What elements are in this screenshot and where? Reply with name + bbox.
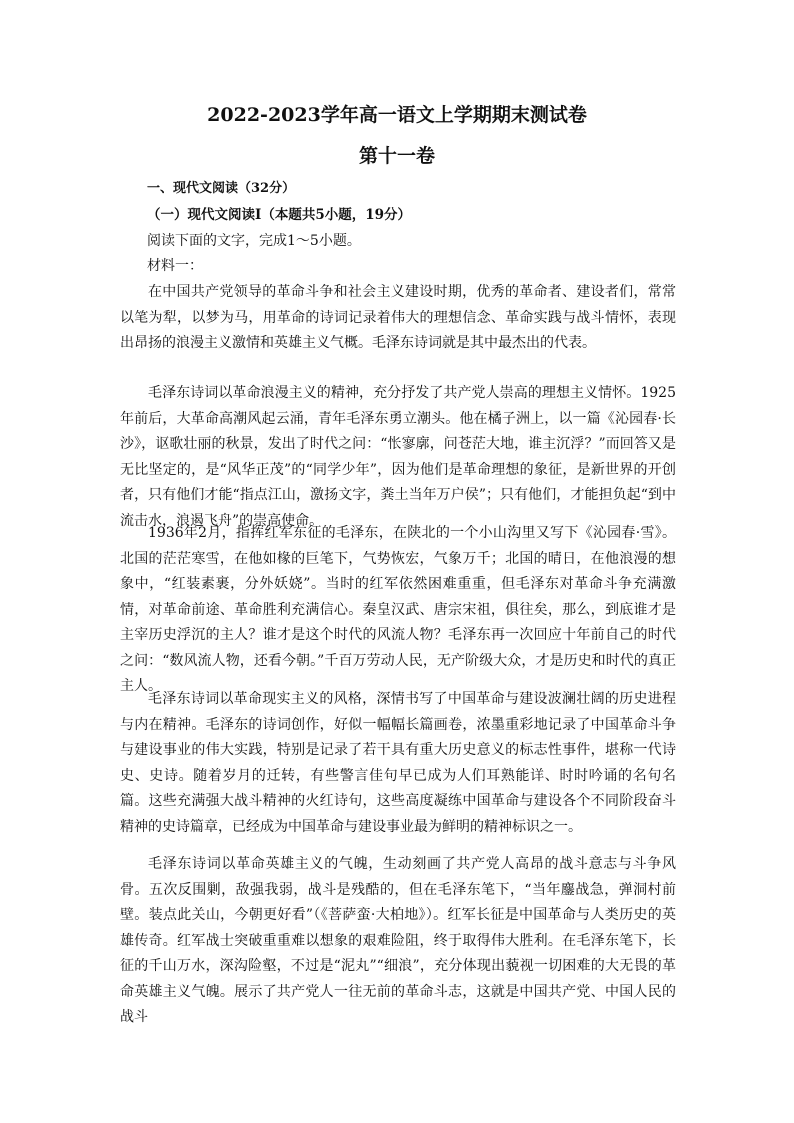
paragraph-1: 在中国共产党领导的革命斗争和社会主义建设时期，优秀的革命者、建设者们，常常以笔为犁，以梦为马，用革命的诗词记录着伟大的理想信念、革命实践与战斗情怀，表现出昂扬的浪漫主义激情和英雄主义气概。毛泽东诗词就是其中最杰出的代表。 — [120, 284, 676, 351]
reading-instruction: 阅读下面的文字，完成1～5小题。 — [147, 233, 361, 249]
paragraph-5: 毛泽东诗词以革命英雄主义的气魄，生动刻画了共产党人高昂的战斗意志与斗争风骨。五次反围剿，敌强我弱，战斗是残酷的，但在毛泽东笔下，“当年鏖战急，弹洞村前壁。装点此关山，今朝更好看”（《菩萨蛮·大柏地》）。红军长征是中国革命与人类历史的英雄传奇。红军战士突破重重难以想象的艰难险阻，终于取得伟大胜利。在毛泽东笔下，长征的千山万水，深沟险壑，不过是“泥丸”“细浪”，充分体现出藐视一切困难的大无畏的革命英雄主义气魄。展示了共产党人一往无前的革命斗志，这就是中国共产党、中国人民的战斗 — [120, 856, 676, 1025]
section-heading: 一、现代文阅读（32分） — [147, 181, 296, 196]
document-title: 2022-2023学年高一语文上学期期末测试卷 — [207, 104, 587, 126]
paragraph-3: 1936年2月，指挥红军东征的毛泽东，在陕北的一个小山沟里又写下《沁园春·雪》。北国的茫茫寒雪，在他如椽的巨笔下，气势恢宏，气象万千；北国的晴日，在他浪漫的想象中，“红装素裹，分外妖娆”。当时的红军依然困难重重，但毛泽东对革命斗争充满激情，对革命前途、革命胜利充满信心。秦皇汉武、唐宗宋祖，俱往矣，那么，到底谁才是主宰历史浮沉的主人？谁才是这个时代的风流人物？毛泽东再一次回应十年前自己的时代之问：“数风流人物，还看今朝。”千百万劳动人民，无产阶级大众，才是历史和时代的真正主人。 — [120, 525, 676, 694]
document-subtitle: 第十一卷 — [358, 145, 435, 167]
material-label: 材料一： — [147, 258, 203, 274]
sub-section-heading: （一）现代文阅读Ⅰ（本题共5小题，19分） — [147, 207, 411, 223]
paragraph-2: 毛泽东诗词以革命浪漫主义的精神，充分抒发了共产党人崇高的理想主义情怀。1925年前后，大革命高潮风起云涌，青年毛泽东勇立潮头。他在橘子洲上，以一篇《沁园春·长沙》，讴歌壮丽的秋景，发出了时代之问：“怅寥廓，问苍茫大地，谁主沉浮？”而回答又是无比坚定的，是“风华正茂”的“同学少年”，因为他们是革命理想的象征，是新世界的开创者，只有他们才能“指点江山，激扬文字，粪土当年万户侯”；只有他们，才能担负起“到中流击水，浪遏飞舟”的崇高使命。 — [120, 385, 676, 529]
paragraph-4: 毛泽东诗词以革命现实主义的风格，深情书写了中国革命与建设波澜壮阔的历史进程与内在精神。毛泽东的诗词创作，好似一幅幅长篇画卷，浓墨重彩地记录了中国革命斗争与建设事业的伟大实践，特别是记录了若干具有重大历史意义的标志性事件，堪称一代诗史、史诗。随着岁月的迁转，有些警言佳句早已成为人们耳熟能详、时时吟诵的名句名篇。这些充满强大战斗精神的火红诗句，这些高度凝练中国革命与建设各个不同阶段奋斗精神的史诗篇章，已经成为中国革命与建设事业最为鲜明的精神标识之一。 — [120, 691, 676, 835]
